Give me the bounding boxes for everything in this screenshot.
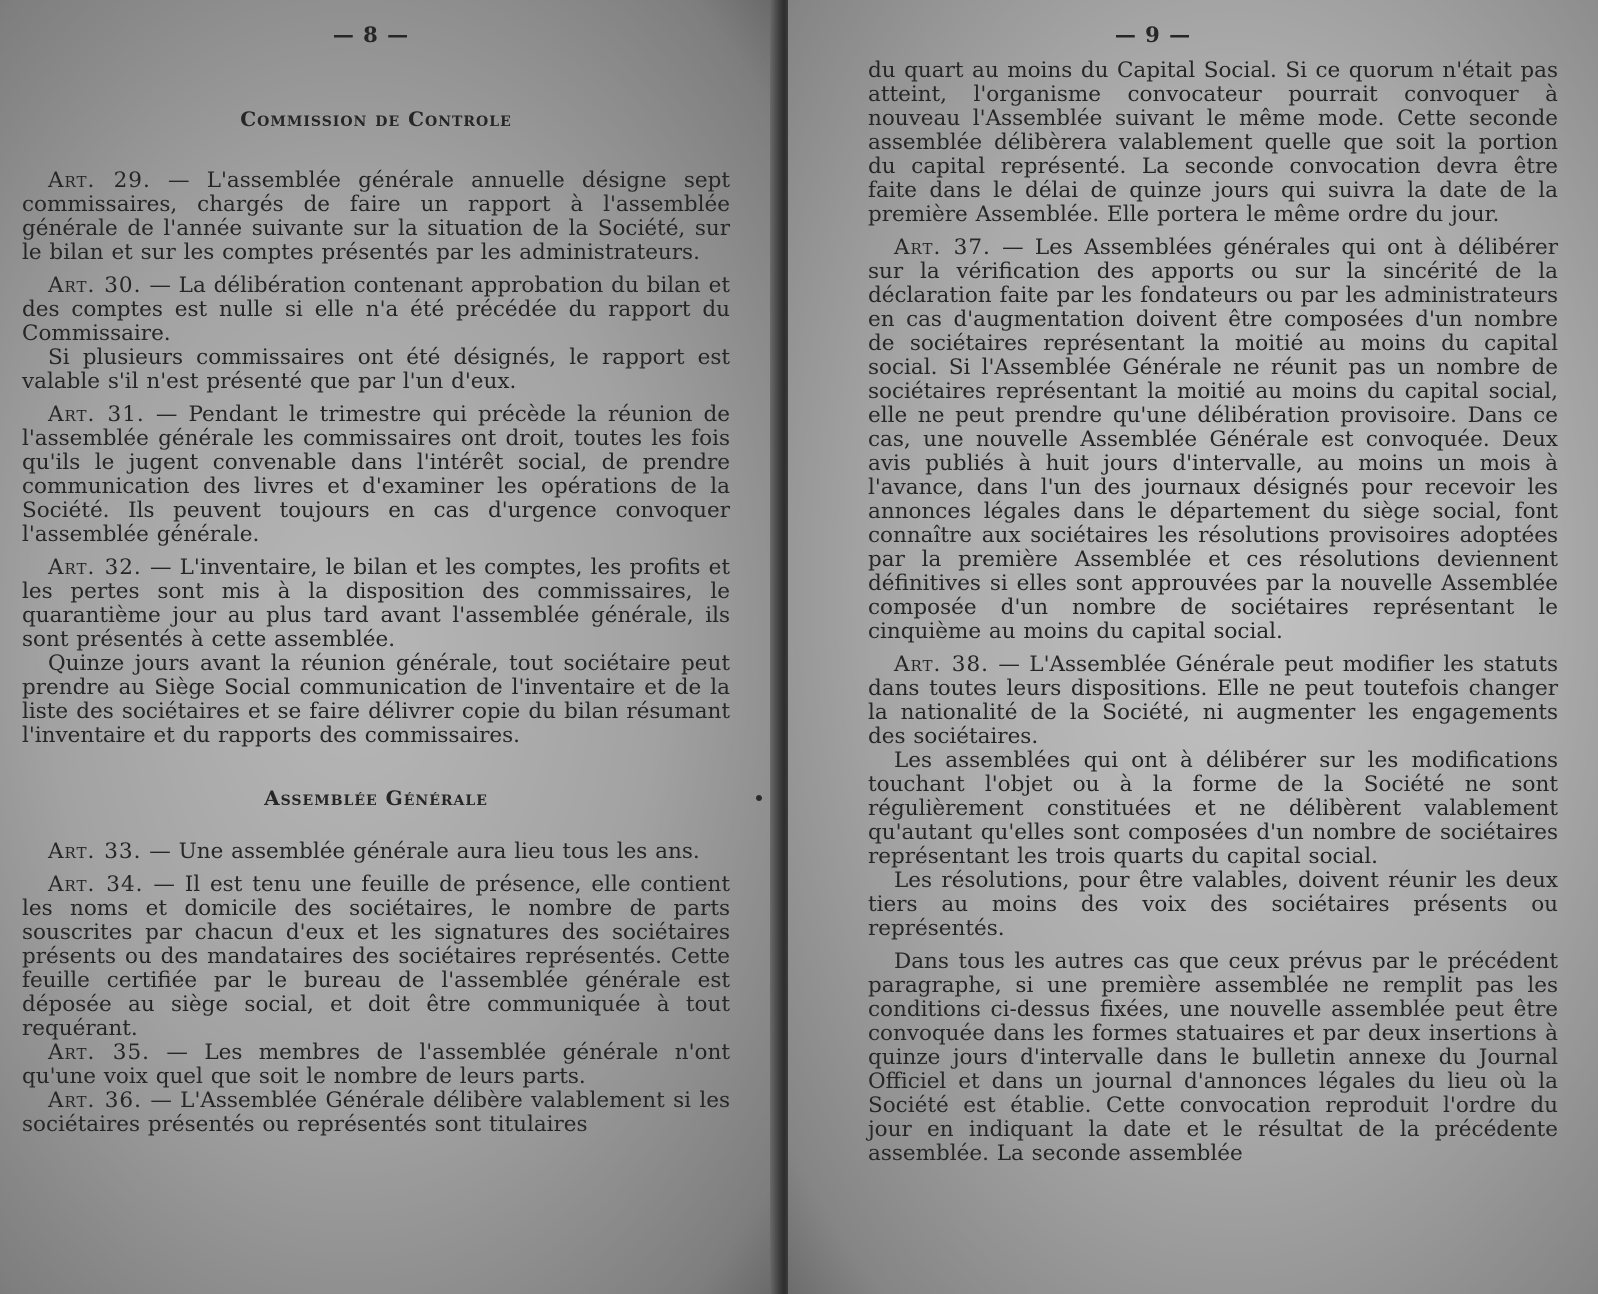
article-38-paragraph-4 [868, 950, 1558, 1166]
article-35 [22, 1041, 730, 1089]
article-text: — La délibération contenant approbation du bilan et des comptes est nulle si elle n'a été précédée du rapport du Commissaire. [22, 273, 730, 346]
article-text: — Les Assemblées générales qui ont à délibérer sur la vérification des apports ou sur la sincérité de la déclaration faite par les fondateurs ou par les administrateurs en cas d'augmentation doivent être composées d'un nombre de sociétaires représentant la moitié au moins du capital social. Si l'Assemblée Générale ne réunit pas un nombre de sociétaires représentant la moitié au moins du capital social, elle ne peut prendre qu'une délibération provisoire. Dans ce cas, une nouvelle Assemblée Générale est convoquée. Deux avis publiés à huit jours d'intervalle, au moins un mois à l'avance, dans l'un des journaux désignés pour recevoir les annonces légales dans le département du siège social, font connaître aux sociétaires les résolutions provisoires adoptées par la première Assemblée et ces résolutions deviennent définitives si elles sont approuvées par la nouvelle Assemblée composée d'un nombre de sociétaires représentant le cinquième au moins du capital social. [868, 235, 1558, 644]
article-text: — Les membres de l'assemblée générale n'ont qu'une voix quel que soit le nombre de leurs parts. [22, 1040, 730, 1089]
article-33 [22, 840, 730, 864]
article-32 [22, 556, 730, 652]
article-31 [22, 403, 730, 547]
article-text: — Pendant le trimestre qui précède la réunion de l'assemblée générale les commissaires ont droit, toutes les fois qu'ils le jugent convenable dans l'intérêt social, de prendre communication des livres et d'examiner les opérations de la Société. Ils peuvent toujours en cas d'urgence convoquer l'assemblée générale. [22, 402, 730, 547]
article-label: Art. 34. [48, 872, 144, 897]
article-label: Art. 35. [48, 1040, 150, 1065]
article-text: — Une assemblée générale aura lieu tous les ans. [149, 839, 700, 864]
section-title-commission: Commission de Controle [240, 107, 512, 131]
article-34 [22, 873, 730, 1041]
page-number-right: — 9 — [1114, 22, 1192, 47]
left-text-block-2 [22, 840, 730, 1137]
article-text: — L'Assemblée Générale délibère valablement si les sociétaires présentés ou représentés sont titulaires [22, 1088, 730, 1137]
right-page [788, 0, 1598, 1294]
article-30-continued [22, 346, 730, 394]
article-38 [868, 653, 1558, 749]
article-label: Art. 31. [48, 402, 145, 427]
paragraph-text: du quart au moins du Capital Social. Si ce quorum n'était pas atteint, l'organisme convocateur pourrait convoquer à nouveau l'Assemblée suivant le même mode. Cette seconde assemblée délibèrera valablement quelle que soit la portion du capital représenté. La seconde convocation devra être faite dans le délai de quinze jours qui suivra la date de la première Assemblée. Elle portera le même ordre du jour. [868, 58, 1558, 227]
article-38-paragraph-3 [868, 869, 1558, 941]
article-36-continued [868, 59, 1558, 227]
paragraph-text: Si plusieurs commissaires ont été désignés, le rapport est valable s'il n'est présenté que par l'un d'eux. [22, 345, 730, 394]
article-text: — L'inventaire, le bilan et les comptes, les profits et les pertes sont mis à la disposition des commissaires, le quarantième jour au plus tard avant l'assemblée générale, ils sont présentés à cette assemblée. [22, 555, 730, 652]
article-label: Art. 37. [894, 235, 991, 260]
article-37 [868, 236, 1558, 644]
left-text-block-1 [22, 169, 730, 748]
article-38-paragraph-2 [868, 749, 1558, 869]
article-36 [22, 1089, 730, 1137]
article-30 [22, 274, 730, 346]
section-title-assemblee: Assemblée Générale [264, 786, 488, 810]
right-text-block [868, 59, 1558, 1166]
article-text: — Il est tenu une feuille de présence, elle contient les noms et domicile des sociétaires, le nombre de parts souscrites par chacun d'eux et les signatures des sociétaires présents ou des mandataires des sociétaires représentés. Cette feuille certifiée par le bureau de l'assemblée générale est déposée au siège social, et doit être communiquée à tout requérant. [22, 872, 730, 1041]
article-label: Art. 38. [894, 652, 989, 677]
left-page [0, 0, 785, 1294]
paragraph-text: Dans tous les autres cas que ceux prévus par le précédent paragraphe, si une première assemblée ne remplit pas les conditions ci-dessus fixées, une nouvelle assemblée peut être convoquée dans les formes statuaires et par deux insertions à quinze jours d'intervalle dans le bulletin annexe du Journal Officiel et dans un journal d'annonces légales du lieu où la Société est établie. Cette convocation reproduit l'ordre du jour en indiquant la date et le résultat de la précédente assemblée. La seconde assemblée [868, 949, 1558, 1166]
article-label: Art. 29. [48, 168, 151, 193]
article-text: — L'Assemblée Générale peut modifier les statuts dans toutes leurs dispositions. Elle ne peut toutefois changer la nationalité de la Société, ni augmenter les engagements des sociétaires. [868, 652, 1558, 749]
paragraph-text: Quinze jours avant la réunion générale, tout sociétaire peut prendre au Siège Social communication de l'inventaire et de la liste des sociétaires et se faire délivrer copie du bilan résumant l'inventaire et du rapports des commissaires. [22, 651, 730, 748]
article-label: Art. 33. [48, 839, 142, 864]
article-label: Art. 30. [48, 273, 142, 298]
page-number-left: — 8 — [332, 22, 410, 47]
paragraph-text: Les assemblées qui ont à délibérer sur les modifications touchant l'objet ou à la forme de la Société ne sont régulièrement constituées et ne délibèrent valablement qu'autant qu'elles sont composées d'un nombre de sociétaires représentant les trois quarts du capital social. [868, 748, 1558, 869]
article-label: Art. 36. [48, 1088, 142, 1113]
paragraph-text: Les résolutions, pour être valables, doivent réunir les deux tiers au moins des voix des sociétaires présents ou représentés. [868, 868, 1558, 941]
article-text: — L'assemblée générale annuelle désigne sept commissaires, chargés de faire un rapport à l'assemblée générale de l'année suivante sur la situation de la Société, sur le bilan et sur les comptes présentés par les administrateurs. [22, 168, 730, 265]
article-label: Art. 32. [48, 555, 142, 580]
article-32-continued [22, 652, 730, 748]
page-speck [756, 795, 762, 801]
article-29 [22, 169, 730, 265]
